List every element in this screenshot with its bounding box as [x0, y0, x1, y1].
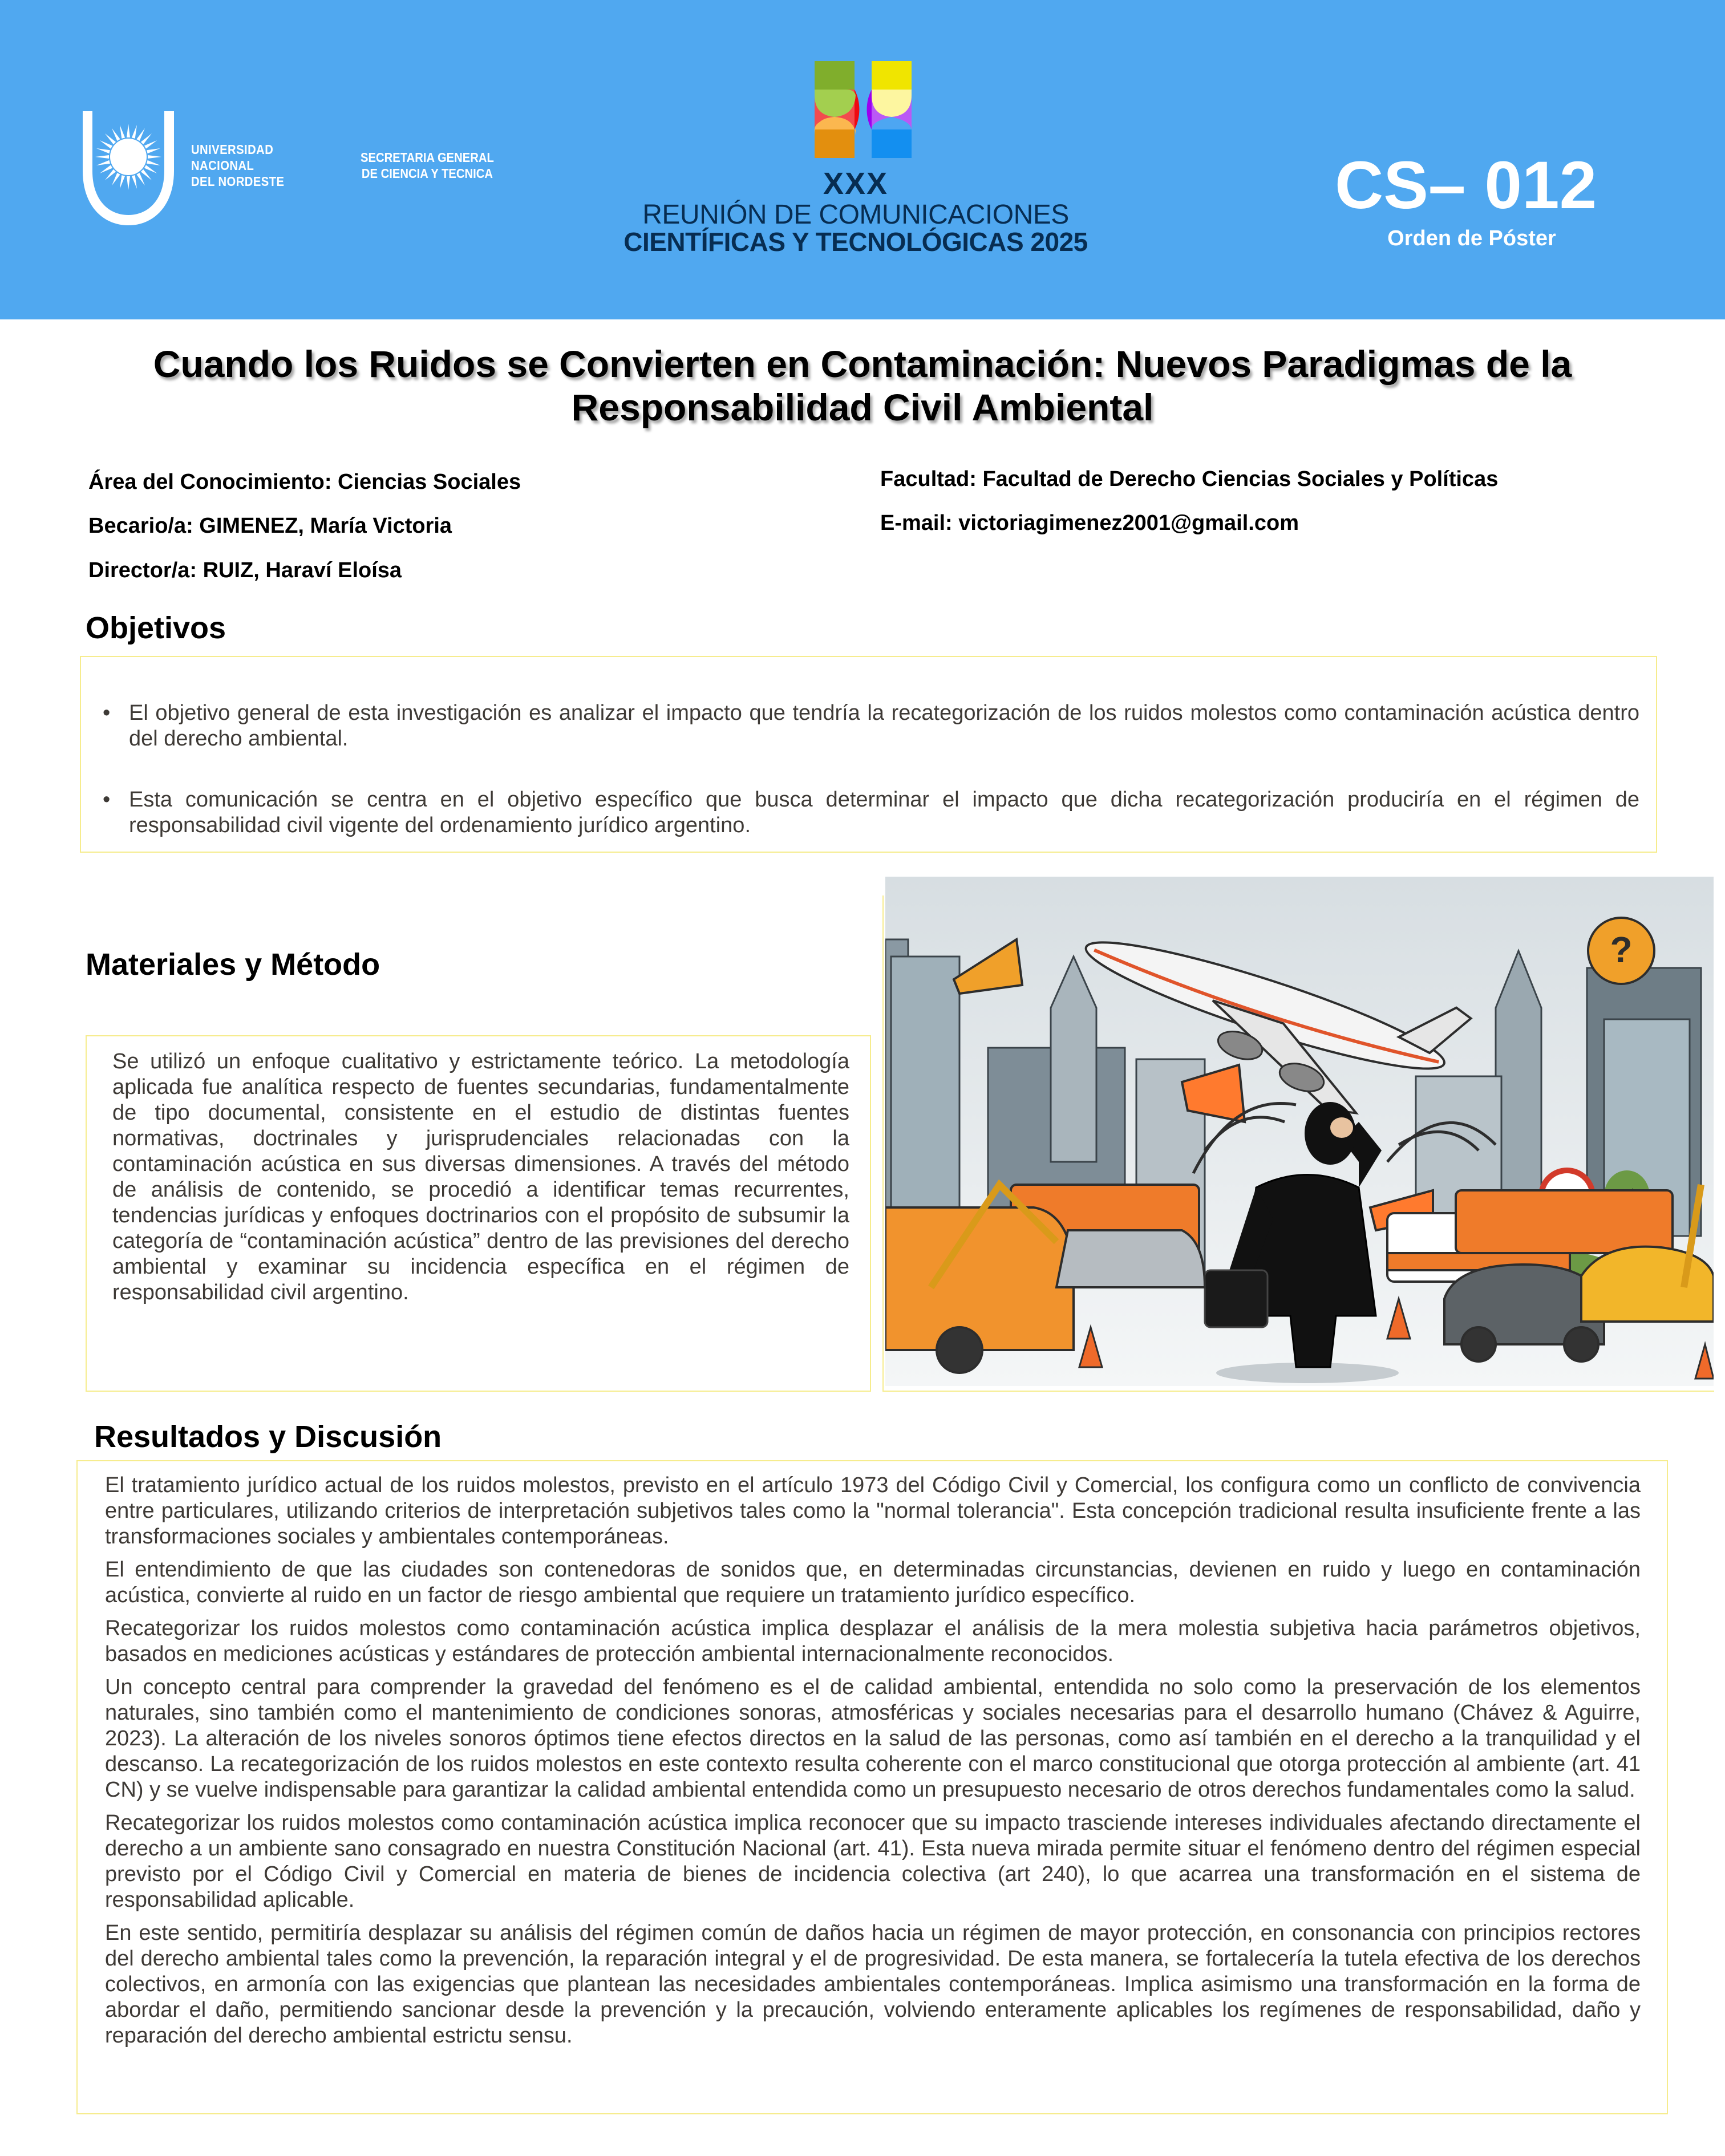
poster-title-line: Cuando los Ruidos se Convierten en Contaminación: Nuevos Paradigmas de la: [153, 343, 1572, 385]
objetivos-list: [81, 700, 1668, 874]
objetivo-item: [81, 787, 1668, 838]
illustration-image: [885, 877, 1714, 1386]
poster-title: [57, 342, 1668, 429]
bullet-icon: •: [103, 701, 111, 725]
bullet-icon: •: [103, 788, 111, 812]
objetivos-box: [80, 656, 1657, 853]
materiales-box: [86, 1035, 871, 1392]
question-bubble-icon: [1588, 918, 1654, 984]
university-name-line: DEL NORDESTE: [191, 174, 285, 189]
secretaria-name-line: SECRETARIA GENERAL: [361, 150, 494, 165]
university-name-line: UNIVERSIDAD: [191, 142, 274, 157]
event-edition: XXX: [823, 167, 889, 201]
objetivo-item: [81, 700, 1668, 752]
university-sun-logo-icon: [83, 111, 174, 225]
resultados-text: [105, 1473, 1641, 2056]
meta-becario: Becario/a: GIMENEZ, María Victoria: [88, 514, 452, 538]
svg-text:?: ?: [1610, 929, 1633, 970]
noise-city-illustration: [885, 877, 1714, 1386]
university-name-line: NACIONAL: [191, 158, 254, 173]
event-multicolor-logo-icon: [815, 61, 915, 158]
poster-title-line: Responsabilidad Civil Ambiental: [571, 386, 1154, 428]
materiales-heading: Materiales y Método: [86, 947, 380, 982]
objetivo-text: El objetivo general de esta investigación es analizar el impacto que tendría la recategorización de los ruidos molestos como contaminación acústica dentro del derecho ambiental.: [129, 701, 1639, 751]
event-name-line2: CIENTÍFICAS Y TECNOLÓGICAS 2025: [623, 227, 1088, 257]
poster-code-label: Orden de Póster: [1387, 226, 1556, 250]
resultados-heading: Resultados y Discusión: [94, 1420, 442, 1454]
resultados-paragraph: El tratamiento jurídico actual de los ruidos molestos, previsto en el artículo 1973 del Código Civil y Comercial, los configura como un conflicto de convivencia entre particulares, utilizando criterios de interpretación subjetivos tales como la "normal tolerancia". Esta concepción tradicional resulta insuficiente frente a las transformaciones sociales y ambientales contemporáneas.: [105, 1473, 1641, 1549]
materiales-text: Se utilizó un enfoque cualitativo y estrictamente teórico. La metodología aplicada fue analítica respecto de fuentes secundarias, fundamentalmente de tipo documental, consistente en el estudio de distintas fuentes normativas, doctrinales y jurisprudenciales relacionadas con la contaminación acústica en sus diversas dimensiones. A través del método de análisis de contenido, se procedió a identificar temas recurrentes, tendencias jurídicas y enfoques doctrinarios con el propósito de subsumir la categoría de “contaminación acústica” dentro de las previsiones del derecho ambiental y examinar su incidencia específica en el régimen de responsabilidad civil argentino.: [112, 1049, 849, 1304]
resultados-paragraph: Recategorizar los ruidos molestos como contaminación acústica implica desplazar el análisis de la mera molestia subjetiva hacia parámetros objetivos, basados en mediciones acústicas y estándares de protección ambiental internacionalmente reconocidos.: [105, 1616, 1641, 1666]
meta-email[interactable]: E-mail: victoriagimenez2001@gmail.com: [880, 511, 1299, 535]
meta-director: Director/a: RUIZ, Haraví Eloísa: [88, 558, 402, 582]
poster-code: CS– 012: [1335, 148, 1597, 223]
resultados-paragraph: Un concepto central para comprender la gravedad del fenómeno es el de calidad ambiental, entendida no solo como la preservación de los elementos naturales, sino también como el mantenimiento de condiciones sonoras, atmosféricas y sociales necesarias para el desarrollo humano (Chávez & Aguirre, 2023). La alteración de los niveles sonoros óptimos tiene efectos directos en la salud de las personas, como así también en el derecho a la tranquilidad y el descanso. La recategorización de los ruidos molestos en este contexto resulta coherente con el marco constitucional que otorga protección al ambiente (art. 41 CN) y se vuelve indispensable para garantizar la calidad ambiental entendida como un presupuesto necesario de otros derechos fundamentales como la salud.: [105, 1675, 1641, 1802]
resultados-paragraph: El entendimiento de que las ciudades son contenedoras de sonidos que, en determinadas circunstancias, devienen en ruido y luego en contaminación acústica, convierte al ruido en un factor de riesgo ambiental que requiere un tratamiento jurídico específico.: [105, 1558, 1641, 1607]
secretaria-name-line: DE CIENCIA Y TECNICA: [361, 166, 493, 181]
briefcase-icon: [1205, 1270, 1268, 1327]
resultados-paragraph: Recategorizar los ruidos molestos como contaminación acústica implica reconocer que su impacto trasciende intereses individuales afectando directamente el derecho a un ambiente sano consagrado en nuestra Constitución Nacional (art. 41). Esta nueva mirada permite situar el fenómeno dentro del régimen especial previsto por el Código Civil y Comercial en materia de bienes de incidencia colectiva (art 240), lo que acarrea una transformación en el sistema de responsabilidad aplicable.: [105, 1811, 1641, 1912]
meta-area: Área del Conocimiento: Ciencias Sociales: [88, 470, 521, 494]
objetivo-text: Esta comunicación se centra en el objetivo específico que busca determinar el impacto que dicha recategorización produciría en el régimen de responsabilidad civil vigente del ordenamiento jurídico argentino.: [129, 788, 1639, 837]
resultados-paragraph: En este sentido, permitiría desplazar su análisis del régimen común de daños hacia un régimen de mayor protección, en consonancia con principios rectores del derecho ambiental tales como la prevención, la reparación integral y el de progresividad. De esta manera, se fortalecería la tutela efectiva de los derechos colectivos, en armonía con las exigencias que plantean las necesidades ambientales contemporáneas. Implica asimismo una transformación en la forma de abordar el daño, permitiendo sancionar desde la prevención y la precaución, volviendo enteramente aplicables los regímenes de responsabilidad, daño y reparación del derecho ambiental estrictu sensu.: [105, 1921, 1641, 2048]
objetivos-heading: Objetivos: [86, 611, 226, 645]
resultados-box: [76, 1460, 1668, 2114]
poster-header: [0, 0, 1725, 319]
university-name: [191, 141, 284, 189]
meta-facultad: Facultad: Facultad de Derecho Ciencias Sociales y Políticas: [880, 467, 1499, 491]
secretaria-name: [361, 149, 494, 181]
event-name-line1: REUNIÓN DE COMUNICACIONES: [642, 200, 1069, 230]
